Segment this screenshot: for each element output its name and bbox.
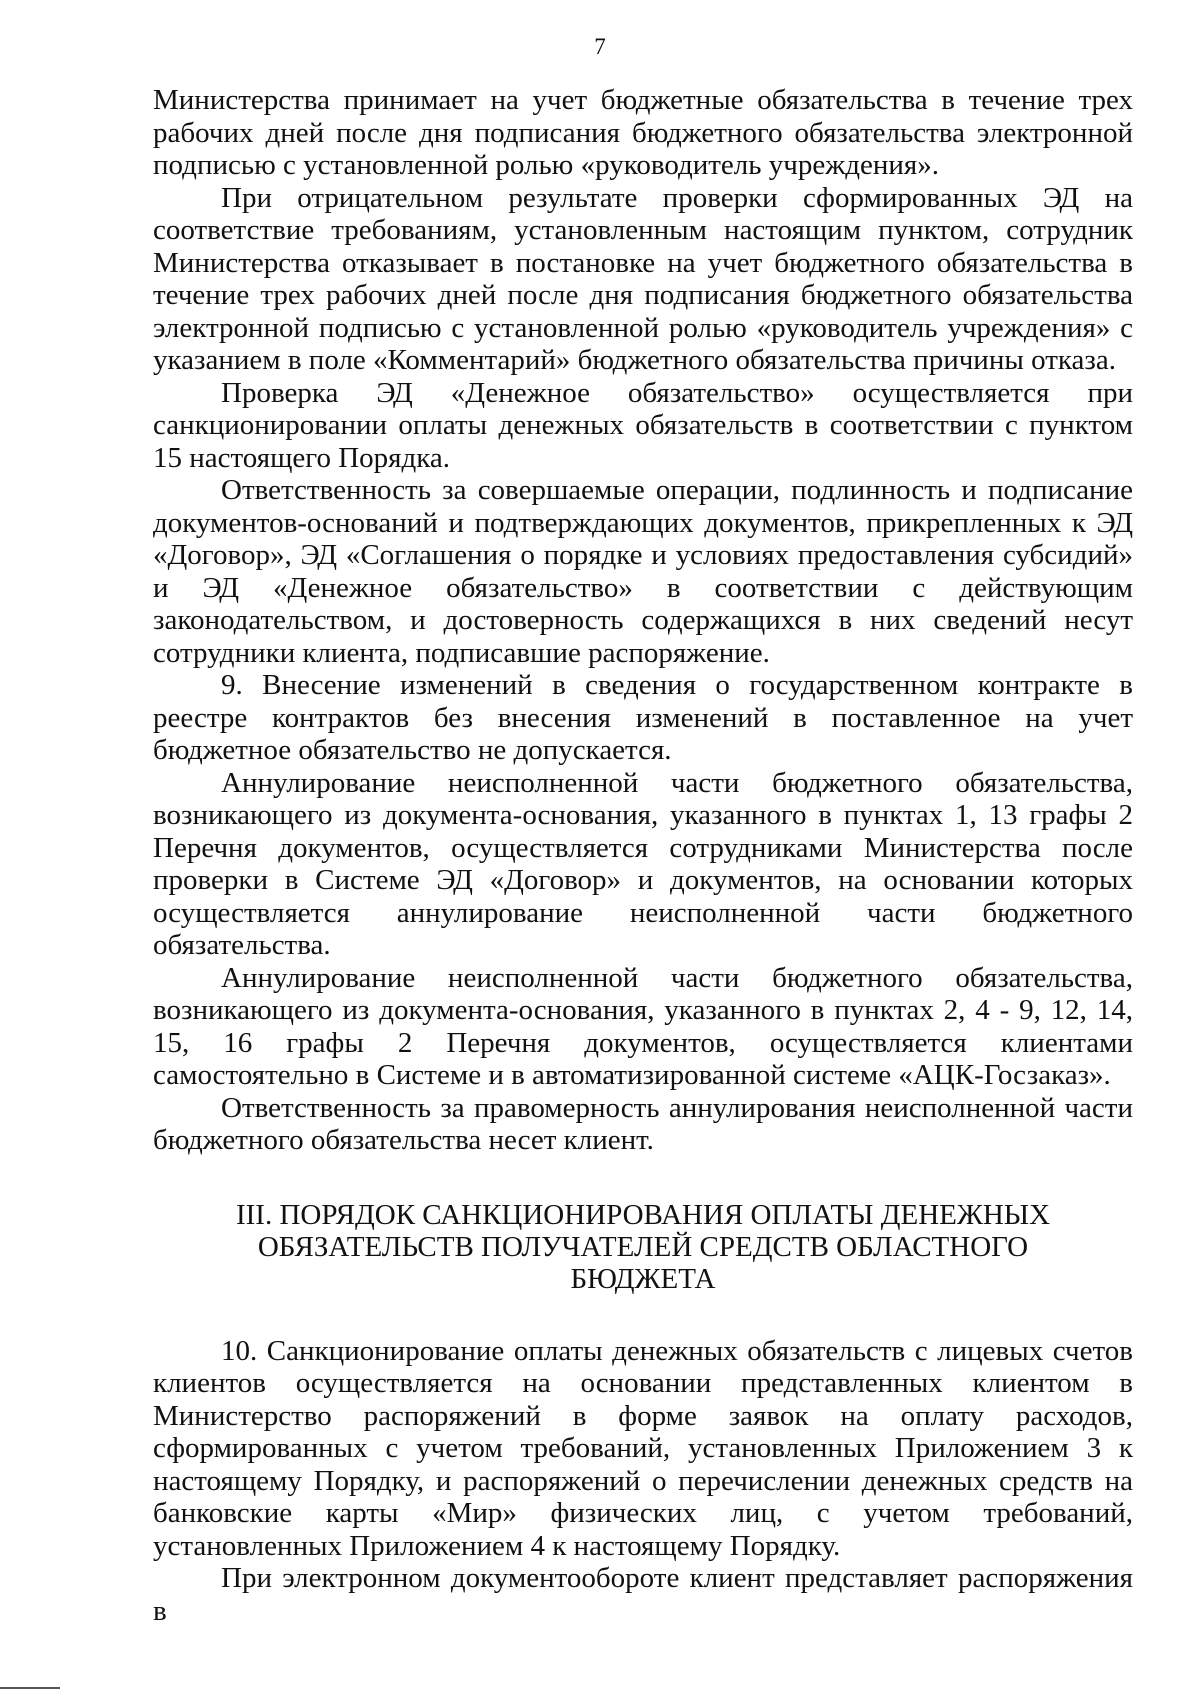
document-body [153,84,1133,1627]
paragraph-3: Проверка ЭД «Денежное обязательство» осуществляется при санкционировании оплаты денежных обязательств в соответствии с пунктом 15 настоящего Порядка. [153,376,1133,474]
paragraph-4: Ответственность за совершаемые операции, подлинность и подписание документов-оснований и подтверждающих документов, прикрепленных к ЭД «Договор», ЭД «Соглашения о порядке и условиях предоставления субсидий» и ЭД «Денежное обязательство» в соответствии с действующим законодательством, и достоверность содержащихся в них сведений несут сотрудники клиента, подписавшие распоряжение. [153,474,1133,669]
section-title-line-2: ОБЯЗАТЕЛЬСТВ ПОЛУЧАТЕЛЕЙ СРЕДСТВ ОБЛАСТНОГО [257,1230,1029,1263]
section-title-line-3: БЮДЖЕТА [570,1262,716,1295]
scan-artifact-mark [0,1687,60,1689]
paragraph-1: Министерства принимает на учет бюджетные обязательства в течение трех рабочих дней после дня подписания бюджетного обязательства электронной подписью с установленной ролью «руководитель учреждения». [153,84,1133,181]
paragraph-7: Аннулирование неисполненной части бюджетного обязательства, возникающего из документа-основания, указанного в пунктах 2, 4 - 9, 12, 14, 15, 16 графы 2 Перечня документов, осуществляется клиентами самостоятельно в Системе и в автоматизированной системе «АЦК-Госзаказ». [153,961,1133,1091]
paragraph-9: 10. Санкционирование оплаты денежных обязательств с лицевых счетов клиентов осуществляется на основании представленных клиентом в Министерство распоряжений в форме заявок на оплату расходов, сформированных с учетом требований, установленных Приложением 3 к настоящему Порядку, и распоряжений о перечислении денежных средств на банковские карты «Мир» физических лиц, с учетом требований, установленных Приложением 4 к настоящему Порядку. [153,1334,1133,1562]
page-number: 7 [594,34,606,59]
paragraph-8: Ответственность за правомерность аннулирования неисполненной части бюджетного обязательства несет клиент. [153,1091,1133,1156]
section-title [153,1199,1133,1295]
paragraph-2: При отрицательном результате проверки сформированных ЭД на соответствие требованиям, установленным настоящим пунктом, сотрудник Министерства отказывает в постановке на учет бюджетного обязательства в течение трех рабочих дней после дня подписания бюджетного обязательства электронной подписью с установленной ролью «руководитель учреждения» с указанием в поле «Комментарий» бюджетного обязательства причины отказа. [153,181,1133,376]
paragraph-5: 9. Внесение изменений в сведения о государственном контракте в реестре контрактов без внесения изменений в поставленное на учет бюджетное обязательство не допускается. [153,669,1133,766]
section-title-line-1: III. ПОРЯДОК САНКЦИОНИРОВАНИЯ ОПЛАТЫ ДЕНЕЖНЫХ [235,1198,1051,1231]
paragraph-6: Аннулирование неисполненной части бюджетного обязательства, возникающего из документа-основания, указанного в пунктах 1, 13 графы 2 Перечня документов, осуществляется сотрудниками Министерства после проверки в Системе ЭД «Договор» и документов, на основании которых осуществляется аннулирование неисполненной части бюджетного обязательства. [153,766,1133,961]
paragraph-10: При электронном документообороте клиент представляет распоряжения в [153,1562,1133,1627]
